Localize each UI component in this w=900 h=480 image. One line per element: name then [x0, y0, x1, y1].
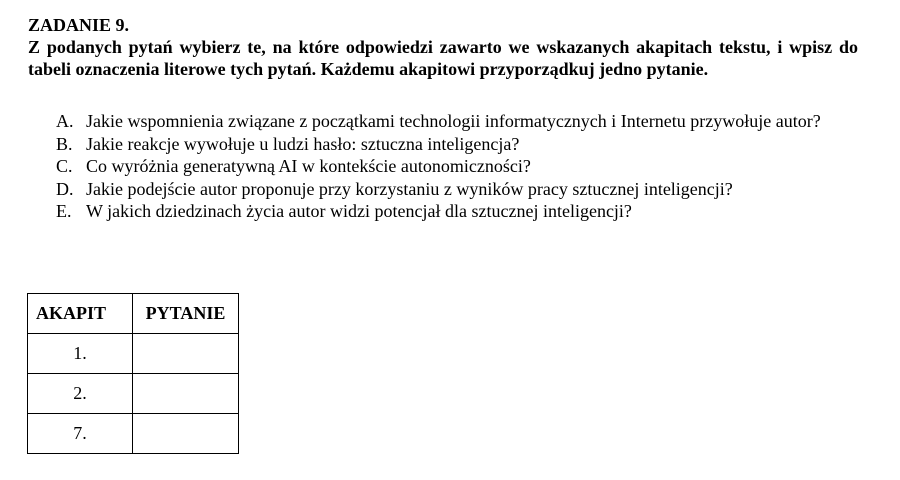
- question-item-e: [56, 200, 858, 223]
- question-letter: B.: [56, 133, 73, 154]
- header-pytanie: PYTANIE: [133, 294, 239, 334]
- answer-cell[interactable]: [133, 334, 239, 374]
- question-letter: D.: [56, 178, 74, 199]
- akapit-number: 7.: [28, 414, 133, 454]
- table-header-row: [28, 294, 239, 334]
- question-item-a: [56, 110, 858, 133]
- task-title: ZADANIE 9.: [28, 15, 130, 35]
- question-letter: E.: [56, 201, 72, 221]
- question-item-d: [56, 178, 858, 201]
- task-instruction: Z podanych pytań wybierz te, na które odpowiedzi zawarto we wskazanych akapitach tekstu, i wpisz do tabeli oznaczenia literowe tych pytań. Każdemu akapitowi przyporządkuj jedno pytanie.: [28, 37, 858, 79]
- question-text: Jakie podejście autor proponuje przy korzystaniu z wyników pracy sztucznej inteligencji?: [86, 178, 733, 199]
- question-text: Jakie reakcje wywołuje u ludzi hasło: sztuczna inteligencja?: [86, 133, 520, 154]
- table-row: [28, 414, 239, 454]
- akapit-number: 2.: [28, 374, 133, 414]
- table-row: [28, 334, 239, 374]
- question-item-c: [56, 155, 858, 178]
- question-letter: C.: [56, 156, 73, 176]
- answer-table: [27, 293, 239, 454]
- answer-cell[interactable]: [133, 374, 239, 414]
- table-row: [28, 374, 239, 414]
- question-letter: A.: [56, 111, 74, 131]
- answer-cell[interactable]: [133, 414, 239, 454]
- question-list: [56, 110, 858, 223]
- question-text: Co wyróżnia generatywną AI w kontekście autonomiczności?: [86, 156, 531, 176]
- question-text: W jakich dziedzinach życia autor widzi potencjał dla sztucznej inteligencji?: [86, 201, 632, 221]
- akapit-number: 1.: [28, 334, 133, 374]
- question-text: Jakie wspomnienia związane z początkami technologii informatycznych i Internetu przywołuje autor?: [86, 111, 821, 131]
- question-item-b: [56, 133, 858, 156]
- header-akapit: AKAPIT: [28, 294, 133, 334]
